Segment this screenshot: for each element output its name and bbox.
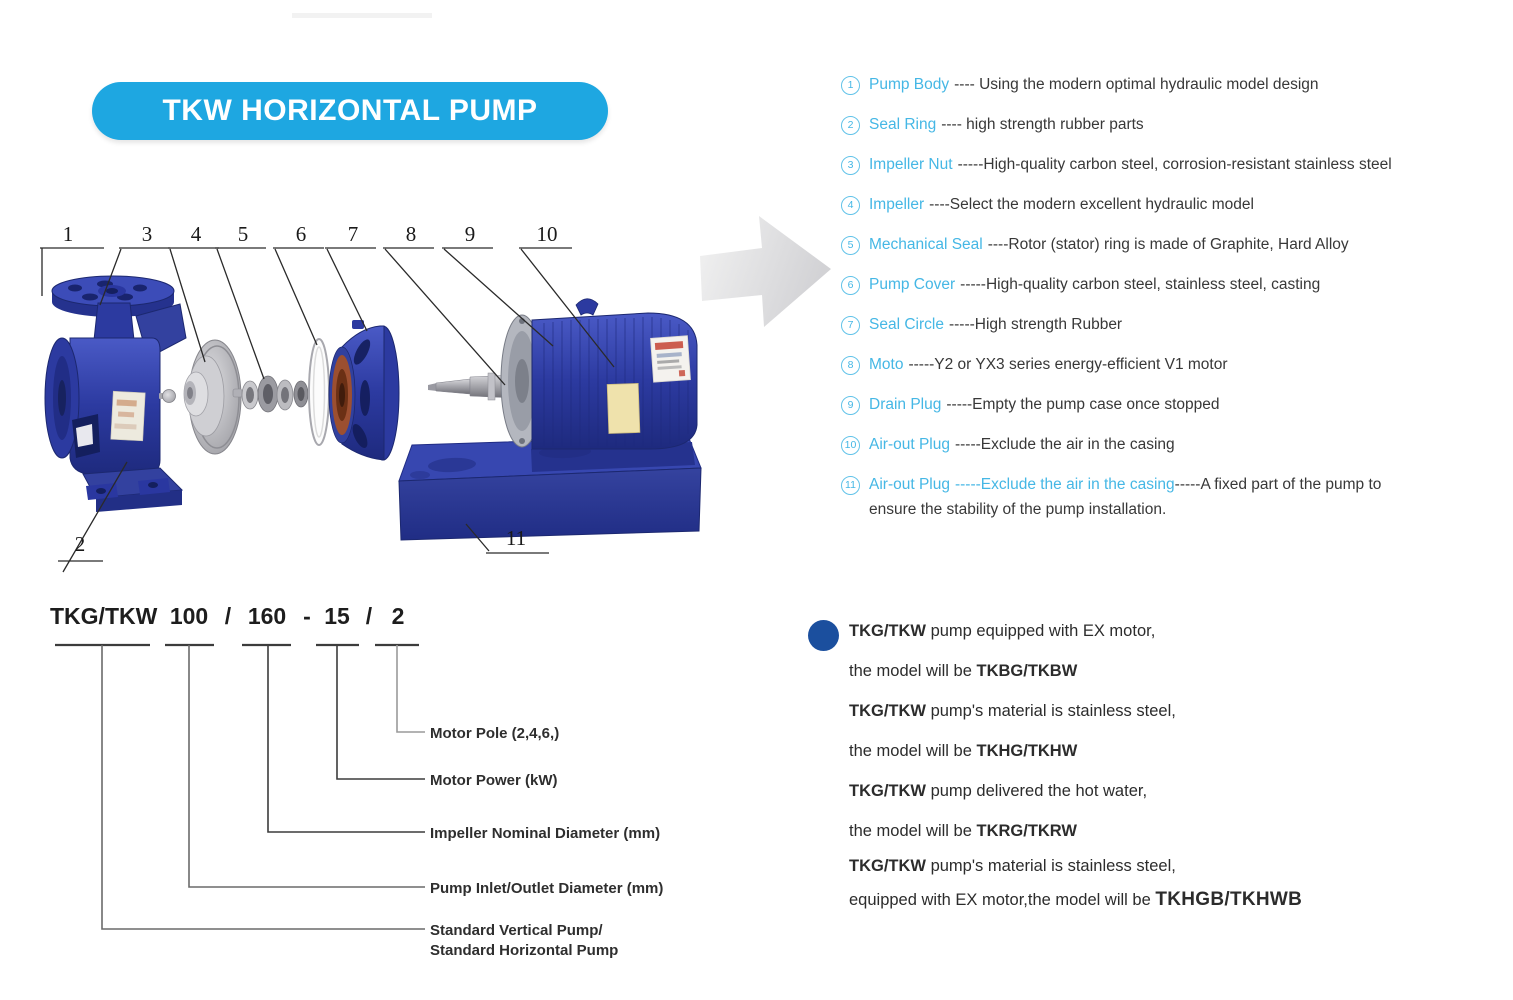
note-line — [849, 887, 1429, 913]
parts-list-item — [841, 192, 1496, 217]
parts-list — [841, 72, 1496, 537]
mechanical-seal-drawing — [233, 376, 308, 412]
note-text: the model will be — [849, 662, 977, 680]
callout-number: 1 — [62, 222, 74, 246]
note-text: pump equipped with EX motor, — [925, 622, 1156, 640]
parts-list-item — [841, 72, 1496, 97]
note-line — [849, 699, 1429, 724]
label-pump-type — [430, 921, 618, 961]
part-name: Pump Body — [869, 76, 950, 93]
pump-label — [111, 391, 145, 441]
part-text — [869, 352, 1228, 377]
model-code-diameter: 160 — [247, 603, 287, 629]
part-text — [869, 392, 1219, 417]
note-line — [849, 854, 1429, 879]
callout-number: 3 — [141, 222, 153, 246]
page-title: TKW HORIZONTAL PUMP — [162, 94, 538, 127]
model-name-text: TKBG/TKBW — [976, 662, 1078, 680]
part-name: Impeller Nut — [869, 156, 953, 173]
model-notes — [849, 619, 1429, 928]
note-line — [849, 619, 1429, 644]
note-bullet — [808, 620, 839, 651]
callout-number: 9 — [464, 222, 476, 246]
model-name-text: TKG/TKW — [849, 857, 926, 875]
faint-top-strip — [292, 13, 432, 18]
note-text: the model will be — [849, 822, 977, 840]
part-description: ----Rotor (stator) ring is made of Graphite, Hard Alloy — [987, 236, 1349, 253]
part-number-badge: 3 — [841, 156, 860, 175]
note-line — [849, 819, 1429, 844]
note-line — [849, 779, 1429, 804]
callout-number: 8 — [405, 222, 417, 246]
model-name-text: TKG/TKW — [849, 622, 926, 640]
part-description: -----Exclude the air in the casing — [954, 436, 1175, 453]
part-number-badge: 4 — [841, 196, 860, 215]
note-text: pump's material is stainless steel, — [925, 857, 1176, 875]
part-description: ---- Using the modern optimal hydraulic model design — [954, 76, 1319, 93]
model-name-text: TKHGB/TKHWB — [1155, 889, 1303, 910]
motor-nameplate — [607, 383, 640, 433]
part-number-badge: 7 — [841, 316, 860, 335]
part-description: ----Select the modern excellent hydraulic model — [929, 196, 1254, 213]
pump-cover-drawing — [329, 320, 399, 460]
label-motor-power: Motor Power (kW) — [430, 772, 558, 789]
part-number-badge: 10 — [841, 436, 860, 455]
part-name: Impeller — [869, 196, 925, 213]
motor-drawing — [428, 299, 697, 449]
callout-number: 5 — [237, 222, 249, 246]
callout-number: 2 — [74, 532, 86, 556]
part-description: -----Empty the pump case once stopped — [946, 396, 1220, 413]
parts-list-item — [841, 352, 1496, 377]
model-name-text: TKG/TKW — [849, 702, 926, 720]
parts-list-item — [841, 152, 1496, 177]
label-pump-type-line2: Standard Horizontal Pump — [430, 942, 619, 959]
impeller-drawing — [184, 340, 241, 454]
part-text — [869, 192, 1254, 217]
model-code-inlet: 100 — [169, 603, 209, 629]
parts-list-item — [841, 392, 1496, 417]
label-impeller-diameter: Impeller Nominal Diameter (mm) — [430, 825, 661, 842]
motor-sticker — [651, 336, 691, 382]
part-text — [869, 272, 1320, 297]
note-text: the model will be — [849, 742, 977, 760]
part-name: Seal Ring — [869, 116, 937, 133]
part-name: Pump Cover — [869, 276, 956, 293]
part-name: Drain Plug — [869, 396, 942, 413]
note-text: equipped with EX motor,the model will be — [849, 891, 1156, 909]
note-line — [849, 739, 1429, 764]
callout-number: 4 — [190, 222, 202, 246]
part-name-suffix: -----Exclude the air in the casing — [954, 476, 1175, 493]
title-banner — [92, 82, 608, 140]
impeller-nut-drawing — [159, 390, 176, 403]
model-code-separator: - — [303, 603, 311, 629]
parts-list-item — [841, 112, 1496, 137]
part-number-badge: 5 — [841, 236, 860, 255]
model-code-power: 15 — [324, 603, 350, 629]
part-name: Air-out Plug — [869, 436, 950, 453]
model-code-lines — [55, 645, 425, 929]
part-description: -----High-quality carbon steel, corrosion-resistant stainless steel — [957, 156, 1392, 173]
part-text — [869, 152, 1392, 177]
callout-number: 6 — [295, 222, 307, 246]
note-text: pump's material is stainless steel, — [925, 702, 1176, 720]
model-code-pole: 2 — [391, 603, 405, 629]
part-text — [869, 112, 1144, 137]
motor-base-drawing — [399, 436, 701, 540]
part-description-line2: ensure the stability of the pump installation. — [869, 501, 1167, 518]
part-name: Mechanical Seal — [869, 236, 983, 253]
callout-number: 7 — [347, 222, 359, 246]
model-code-separator: / — [224, 603, 232, 629]
callout-number: 11 — [505, 526, 527, 550]
model-name-text: TKRG/TKRW — [976, 822, 1077, 840]
note-line — [849, 659, 1429, 684]
part-number-badge: 1 — [841, 76, 860, 95]
part-text — [869, 72, 1319, 97]
part-number-badge: 2 — [841, 116, 860, 135]
model-code-series: TKG/TKW — [50, 603, 158, 629]
part-name: Seal Circle — [869, 316, 944, 333]
part-description: -----Y2 or YX3 series energy-efficient V1 motor — [908, 356, 1228, 373]
note-text: pump delivered the hot water, — [925, 782, 1148, 800]
part-number-badge: 6 — [841, 276, 860, 295]
model-name-text: TKHG/TKHW — [976, 742, 1078, 760]
part-number-badge: 9 — [841, 396, 860, 415]
part-text — [869, 232, 1349, 257]
label-motor-pole: Motor Pole (2,4,6,) — [430, 725, 560, 742]
part-name: Air-out Plug — [869, 476, 950, 493]
part-description: ---- high strength rubber parts — [941, 116, 1144, 133]
label-inlet-outlet: Pump Inlet/Outlet Diameter (mm) — [430, 880, 664, 897]
callout-number: 10 — [536, 222, 558, 246]
model-code-separator: / — [365, 603, 373, 629]
part-text — [869, 432, 1175, 457]
parts-list-item — [841, 312, 1496, 337]
parts-list-item — [841, 472, 1496, 522]
part-text — [869, 472, 1381, 522]
model-name-text: TKG/TKW — [849, 782, 926, 800]
parts-list-item — [841, 272, 1496, 297]
part-description: -----High strength Rubber — [948, 316, 1123, 333]
seal-circle-drawing — [309, 339, 329, 445]
label-pump-type-line1: Standard Vertical Pump/ — [430, 922, 603, 939]
direction-arrow-icon — [700, 216, 831, 327]
part-name: Moto — [869, 356, 904, 373]
parts-list-item — [841, 232, 1496, 257]
part-number-badge: 8 — [841, 356, 860, 375]
part-text — [869, 312, 1122, 337]
part-number-badge: 11 — [841, 476, 860, 495]
part-description: -----A fixed part of the pump to — [1174, 476, 1382, 493]
part-description: -----High-quality carbon steel, stainless steel, casting — [960, 276, 1321, 293]
parts-list-item — [841, 432, 1496, 457]
